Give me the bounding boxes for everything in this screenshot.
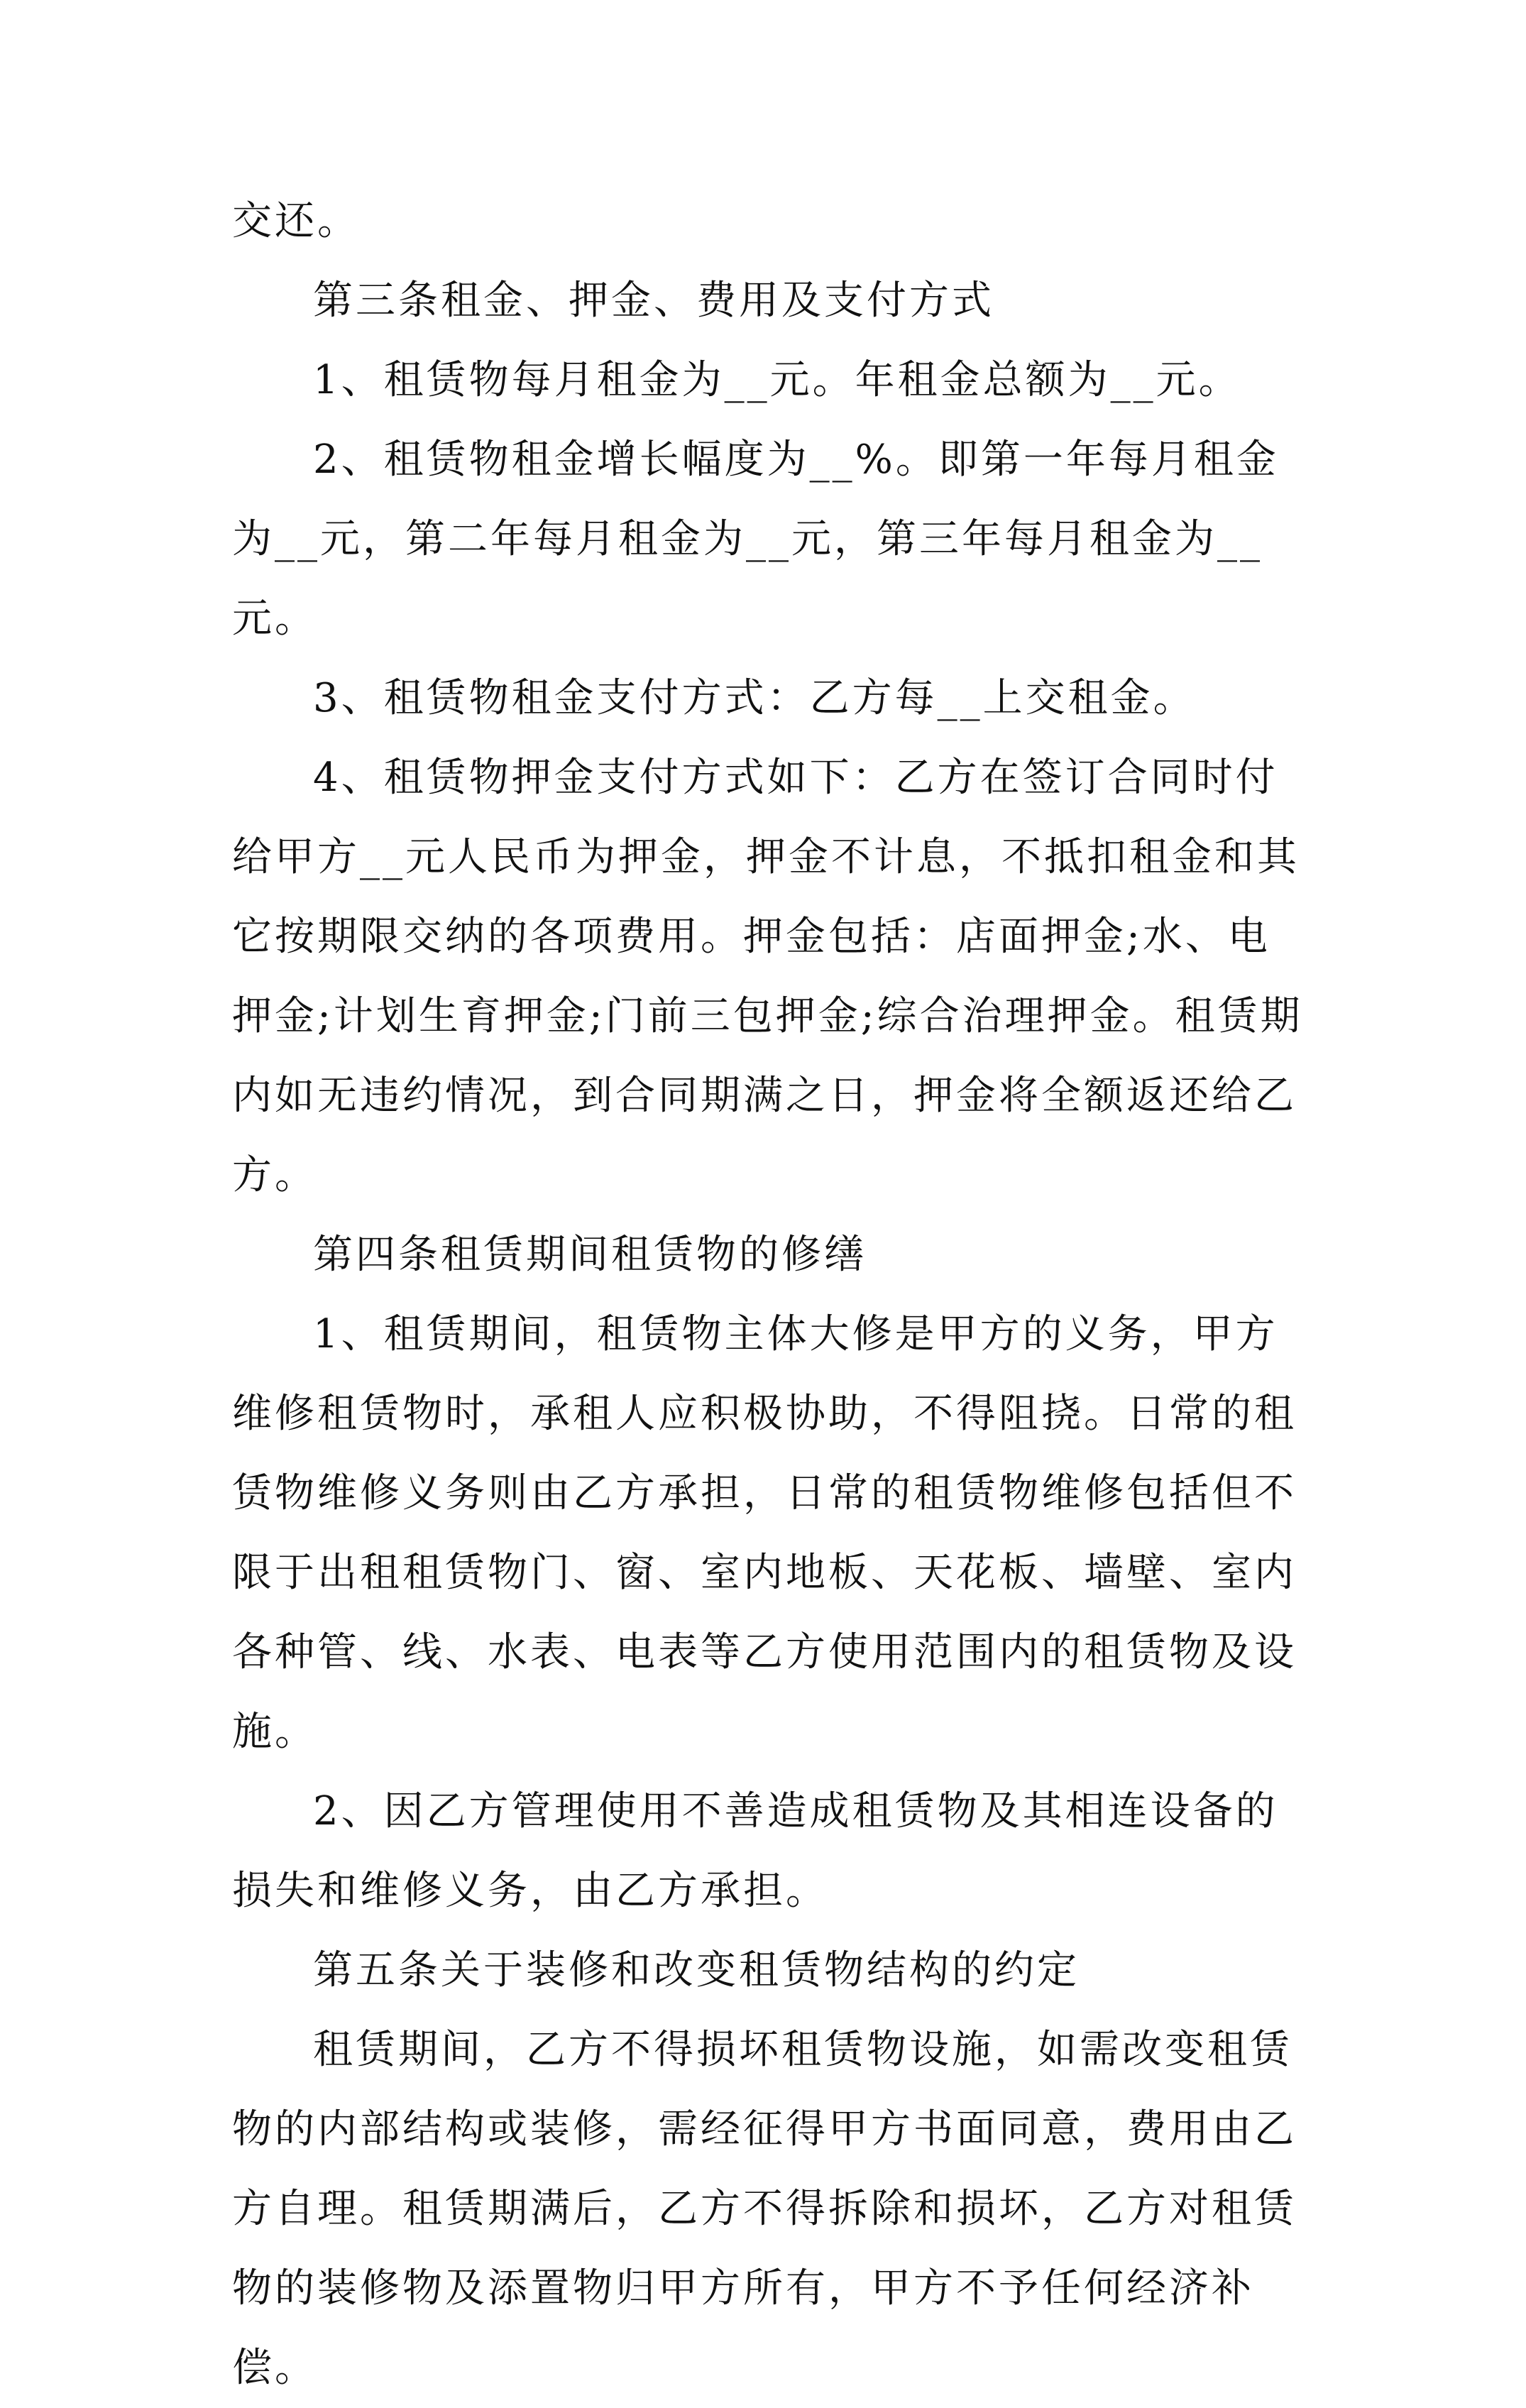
article-3-clause-1: 1、租赁物每月租金为__元。年租金总额为__元。 (313, 357, 1241, 403)
article-4-clause-2: 2、因乙方管理使用不善造成租赁物及其相连设备的损失和维修义务，由乙方承担。 (232, 1788, 1278, 1914)
article-5-body: 租赁期间，乙方不得损坏租赁物设施，如需改变租赁物的内部结构或装修，需经征得甲方书面同意，费用由乙方自理。租赁期满后，乙方不得拆除和损坏，乙方对租赁物的装修物及添置物归甲方所有，甲方不予任何经济补偿。 (232, 2027, 1297, 2391)
article-5-heading: 第五条关于装修和改变租赁物结构的约定 (313, 1947, 1080, 1993)
paragraph-continuation: 交还。 (232, 198, 360, 244)
article-3-clause-4: 4、租赁物押金支付方式如下：乙方在签订合同时付给甲方__元人民币为押金，押金不计息，不抵扣租金和其它按期限交纳的各项费用。押金包括：店面押金;水、电押金;计划生育押金;门前三包押金;综合治理押金。租赁期内如无违约情况，到合同期满之日，押金将全额返还给乙方。 (232, 755, 1303, 1198)
article-3-clause-2: 2、租赁物租金增长幅度为__%。即第一年每月租金为__元，第二年每月租金为__元，第三年每月租金为__元。 (232, 437, 1279, 642)
article-4-clause-1: 1、租赁期间，租赁物主体大修是甲方的义务，甲方维修租赁物时，承租人应积极协助，不得阻挠。日常的租赁物维修义务则由乙方承担，日常的租赁物维修包括但不限于出租租赁物门、窗、室内地板、天花板、墙壁、室内各种管、线、水表、电表等乙方使用范围内的租赁物及设施。 (232, 1311, 1297, 1755)
article-3-clause-3: 3、租赁物租金支付方式：乙方每__上交租金。 (313, 675, 1196, 721)
article-3-heading: 第三条租金、押金、费用及支付方式 (313, 278, 994, 324)
article-4-heading: 第四条租赁期间租赁物的修缮 (313, 1232, 867, 1278)
document-body (232, 182, 1311, 2408)
